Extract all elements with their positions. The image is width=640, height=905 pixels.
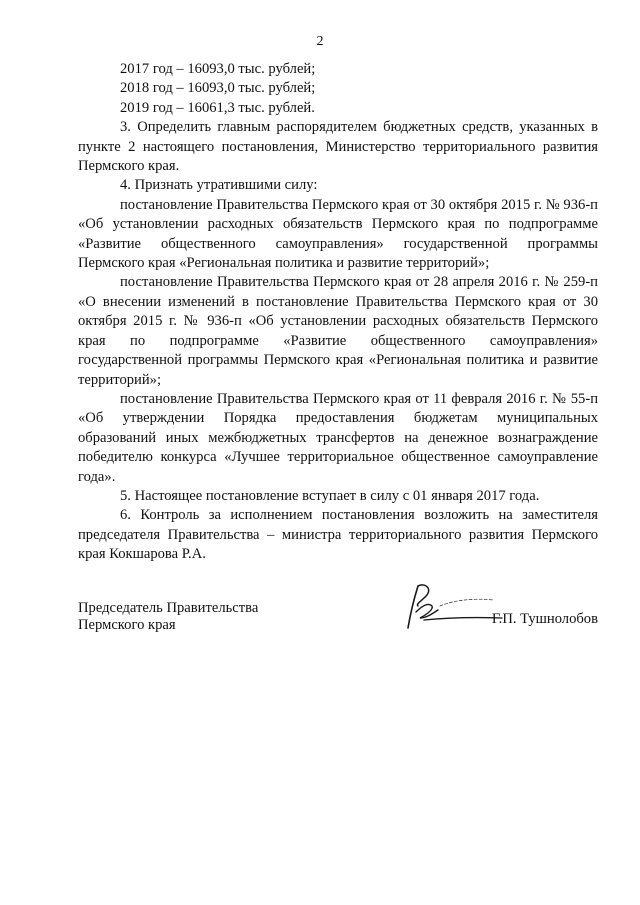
signer-title-line-2: Пермского края bbox=[78, 617, 176, 633]
signature-block bbox=[78, 600, 598, 640]
handwritten-signature-icon bbox=[394, 580, 504, 630]
budget-line-2017: 2017 год – 16093,0 тыс. рублей; bbox=[120, 61, 316, 77]
clause-4: 4. Признать утратившими силу: bbox=[120, 177, 318, 194]
repealed-act-2: постановление Правительства Пермского края от 28 апреля 2016 г. № 259-п «О внесении изменений в постановление Правительства Пермского края от 30 октября 2015 г. № 936-п «Об установлении расходных обязательств Пермского края по подпрограмме «Развитие общественного самоуправления» государственной программы Пермского края «Региональная политика и развитие территорий»; bbox=[78, 274, 598, 388]
signer-title-line-1: Председатель Правительства bbox=[78, 600, 259, 616]
document-body bbox=[78, 60, 598, 565]
clause-5: 5. Настоящее постановление вступает в силу с 01 января 2017 года. bbox=[120, 487, 540, 504]
budget-line-2019: 2019 год – 16061,3 тыс. рублей. bbox=[120, 99, 315, 116]
clause-3: 3. Определить главным распорядителем бюджетных средств, указанных в пункте 2 настоящего постановления, Министерство территориального развития Пермского края. bbox=[78, 119, 598, 175]
clause-6: 6. Контроль за исполнением постановления возложить на заместителя председателя Правительства – министра территориального развития Пермского края Кокшарова Р.А. bbox=[78, 507, 598, 563]
repealed-act-1: постановление Правительства Пермского края от 30 октября 2015 г. № 936-п «Об установлении расходных обязательств Пермского края по подпрограмме «Развитие общественного самоуправления» государственной программы Пермского края «Региональная политика и развитие территорий»; bbox=[78, 196, 598, 272]
budget-line-2018: 2018 год – 16093,0 тыс. рублей; bbox=[120, 80, 316, 97]
page-number: 2 bbox=[316, 34, 324, 49]
signer-name: Г.П. Тушнолобов bbox=[491, 611, 598, 627]
signer-title bbox=[78, 600, 258, 634]
repealed-act-3: постановление Правительства Пермского края от 11 февраля 2016 г. № 55-п «Об утверждении Порядка предоставления бюджетам муниципальных образований иных межбюджетных трансфертов на денежное вознаграждение победителю конкурса «Лучшее территориальное общественное самоуправление года». bbox=[78, 390, 598, 485]
